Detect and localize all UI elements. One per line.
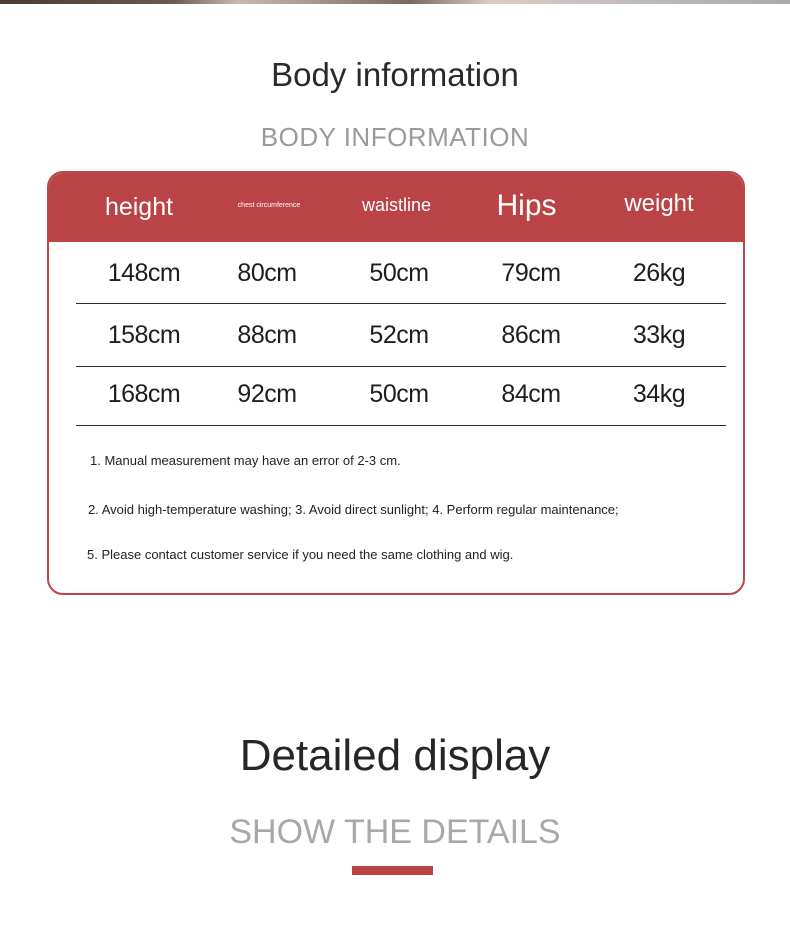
cell-height: 158cm bbox=[107, 321, 181, 349]
top-image-strip bbox=[0, 0, 790, 4]
cell-chest: 92cm bbox=[237, 380, 297, 408]
body-information-subtitle: BODY INFORMATION bbox=[260, 122, 530, 152]
care-note-3: 5. Please contact customer service if you need the same clothing and wig. bbox=[87, 547, 514, 562]
table-row bbox=[49, 380, 743, 410]
cell-waistline: 50cm bbox=[369, 380, 429, 408]
cell-chest: 80cm bbox=[237, 259, 297, 287]
cell-waistline: 52cm bbox=[369, 321, 429, 349]
row-divider bbox=[76, 425, 726, 426]
detailed-display-title: Detailed display bbox=[239, 731, 551, 780]
header-height: height bbox=[104, 193, 174, 221]
row-divider bbox=[76, 303, 726, 304]
cell-chest: 88cm bbox=[237, 321, 297, 349]
table-row bbox=[49, 321, 743, 351]
header-chest: chest circumference bbox=[237, 202, 301, 209]
title-accent-bar bbox=[352, 866, 433, 875]
table-row bbox=[49, 259, 743, 289]
cell-waistline: 50cm bbox=[369, 259, 429, 287]
header-waistline: waistline bbox=[361, 195, 432, 215]
detailed-display-subtitle: SHOW THE DETAILS bbox=[229, 813, 561, 851]
cell-height: 148cm bbox=[107, 259, 181, 287]
care-note-1: 1. Manual measurement may have an error of 2-3 cm. bbox=[90, 453, 401, 468]
cell-hips: 86cm bbox=[501, 321, 561, 349]
cell-hips: 79cm bbox=[501, 259, 561, 287]
header-hips: Hips bbox=[496, 189, 557, 222]
cell-weight: 26kg bbox=[632, 259, 686, 287]
cell-hips: 84cm bbox=[501, 380, 561, 408]
header-weight: weight bbox=[624, 190, 694, 217]
body-information-title: Body information bbox=[271, 56, 519, 93]
size-table-card bbox=[47, 171, 745, 595]
cell-weight: 34kg bbox=[632, 380, 686, 408]
size-table-header bbox=[49, 173, 743, 242]
cell-height: 168cm bbox=[107, 380, 181, 408]
cell-weight: 33kg bbox=[632, 321, 686, 349]
row-divider bbox=[76, 366, 726, 367]
care-note-2: 2. Avoid high-temperature washing; 3. Avoid direct sunlight; 4. Perform regular maintenance; bbox=[88, 502, 619, 517]
